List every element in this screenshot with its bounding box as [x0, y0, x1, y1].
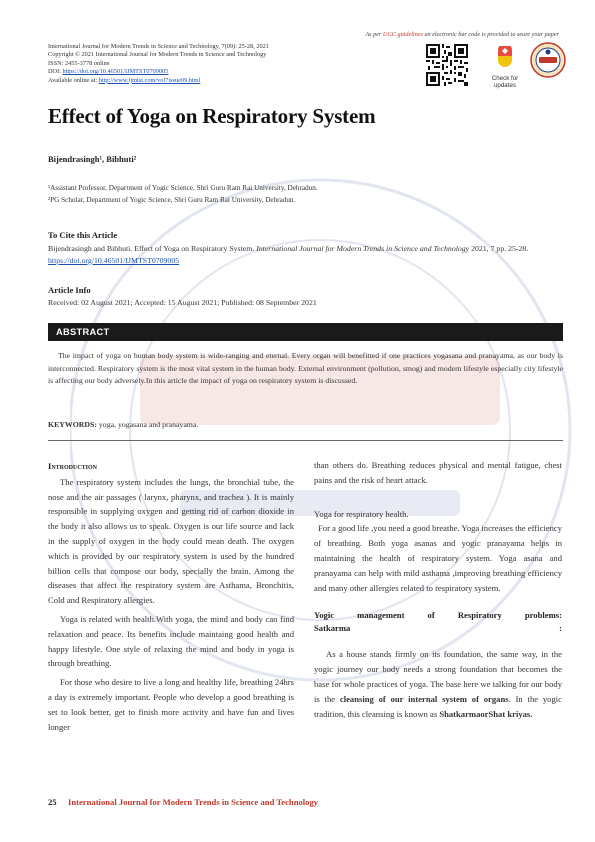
- introduction-heading: Introduction: [48, 461, 98, 471]
- paper-title: Effect of Yoga on Respiratory System: [48, 104, 376, 128]
- cite-heading: To Cite this Article: [48, 230, 118, 240]
- available-link[interactable]: http://www.ijmtst.com/vol7issue09.html: [98, 76, 201, 84]
- body-column-right: [314, 458, 562, 725]
- right-paragraph-1: than others do. Breathing reduces physical and mental fatigue, chest pains and the risk of heart attack.: [314, 460, 562, 485]
- doi-link[interactable]: https://doi.org/10.46501/IJMTST0709005: [62, 68, 169, 76]
- journal-header: [48, 43, 269, 85]
- ugc-note: As per UGC guidelines an electronic bar code is provided to seure your paper: [365, 31, 559, 38]
- article-info-heading: Article Info: [48, 285, 91, 295]
- intro-paragraph-1: The respiratory system includes the lungs, the bronchial tube, the nose and the air passages ( larynx, pharynx, and trachea ). It is mainly responsible in supplying oxygen and getting rid of carbon dioxide in the body it also allows us to speak. Oxygen is our life source and lack in the supply of oxygen in the body could mean death. The oxygen which is provided by our respiratory system is used by the hundred billion cells that compose our body, specially the brain. Among the diseases that affect the respiratory system are Asthama, Bronchitis, Cold and Respiratory allergies.: [48, 476, 294, 606]
- crossmark-label-1: Check for: [491, 75, 519, 82]
- cite-text: Bijendrasingh and Bibhuti. Effect of Yoga on Respiratory System. International Journal for Modern Trends in Science and Technology 2021, 7 pp. 25-28. https://doi.org/10.46501/IJMTST0709005: [48, 244, 529, 265]
- intro-paragraph-2: Yoga is related with health.With yoga, the mind and body can find relaxation and peace. Its benefits include maintaing good health and happy lifestyle. One style of relaxing the mind and body in yoga is through breathing.: [48, 613, 294, 669]
- section-divider: [48, 440, 563, 441]
- body-column-left: [48, 459, 294, 738]
- crossmark-label-2: updates: [493, 82, 517, 89]
- right-paragraph-2: For a good life ,you need a good breathe. Yoga increases the efficiency of breathing. Both yoga asanas and yogic pranayama helps in maintaining the health of respiratory system. Yoga asana and pranayama can help with mild asthama ,improving breathing efficiency and many other allergies related to respiratory system.: [314, 523, 562, 593]
- keywords: [48, 420, 198, 429]
- affiliation-1: ¹Assistant Professor, Department of Yogic Science, Shri Guru Ram Rai University, Dehradun.: [48, 184, 318, 192]
- abstract-heading: ABSTRACT: [56, 327, 110, 337]
- abstract-banner: [48, 323, 563, 341]
- intro-paragraph-3: For those who desire to live a long and healthy life, breathing 24hrs a day is extremely important. People who develop a good breathing is set to look better, get to finish more activity and have fun and lives longer: [48, 677, 294, 732]
- shatkarma-bold: ShatkarmaorShat kriyas.: [439, 708, 533, 719]
- copyright-line: Copyright © 2021 International Journal for Modern Trends in Science and Technology: [48, 51, 267, 59]
- satkarma-heading: Satkarma :: [314, 623, 562, 634]
- journal-seal-icon: [530, 42, 566, 78]
- yoga-respiratory-subheading: Yoga for respiratory health.: [314, 508, 409, 519]
- check-for-updates-badge[interactable]: [486, 46, 524, 89]
- article-info-dates: Received: 02 August 2021; Accepted: 15 August 2021; Published: 08 September 2021: [48, 298, 317, 307]
- doi-line: DOI: https://doi.org/10.46501/IJMTST0709005: [48, 68, 169, 76]
- page-number: 25: [48, 797, 57, 807]
- available-line: Available online at: http://www.ijmtst.com/vol7issue09.html: [48, 76, 201, 84]
- yogic-management-heading: Yogic management of Respiratory problems:: [314, 610, 562, 621]
- keywords-label: KEYWORDS:: [48, 420, 97, 429]
- right-paragraph-3: As a house stands firmly on its foundation, the same way, in the yogic journey our body needs a strong foundation that becomes the base for whole practices of yoga. The base here we talking for our body is the cleansing of our internal system of organs. In the yogic tradition, this cleansing is known as ShatkarmaorShat kriyas.: [314, 649, 562, 719]
- cite-journal: International Journal for Modern Trends in Science and Technology: [256, 244, 470, 253]
- crossmark-icon: [486, 46, 524, 70]
- cite-doi-link[interactable]: https://doi.org/10.46501/IJMTST0709005: [48, 255, 180, 265]
- affiliation-2: ²PG Scholar, Department of Yogic Science, Shri Guru Ram Rai University, Dehradun.: [48, 195, 296, 204]
- authors: Bijendrasingh¹, Bibhuti²: [48, 154, 137, 164]
- abstract-text: The impact of yoga on human body system is wide-ranging and eternal. Every organ will benefitted if one practices yogasana and pranayama, as our body is interconnected. Respiratory system is the most vital system in the human body. External environment (pollution, smog) and modern lifestyle especially city lifestyle is affecting our body adversely.In this article the impact of yoga on respiratory system is discussed.: [48, 351, 563, 386]
- ugc-guidelines-link[interactable]: UGC guidelines: [382, 31, 423, 38]
- journal-citation-line: International Journal for Modern Trends in Science and Technology, 7(09): 25-28, 2021: [48, 43, 269, 50]
- qr-code-icon: [426, 44, 468, 86]
- cleansing-bold: cleansing of our internal system of organs: [339, 693, 509, 704]
- keywords-text: yoga, yogasana and pranayama.: [96, 420, 199, 429]
- footer-journal-name: International Journal for Modern Trends in Science and Technology: [68, 797, 319, 807]
- issn-line: ISSN: 2455-3778 online: [48, 59, 110, 67]
- affiliations: [48, 183, 318, 206]
